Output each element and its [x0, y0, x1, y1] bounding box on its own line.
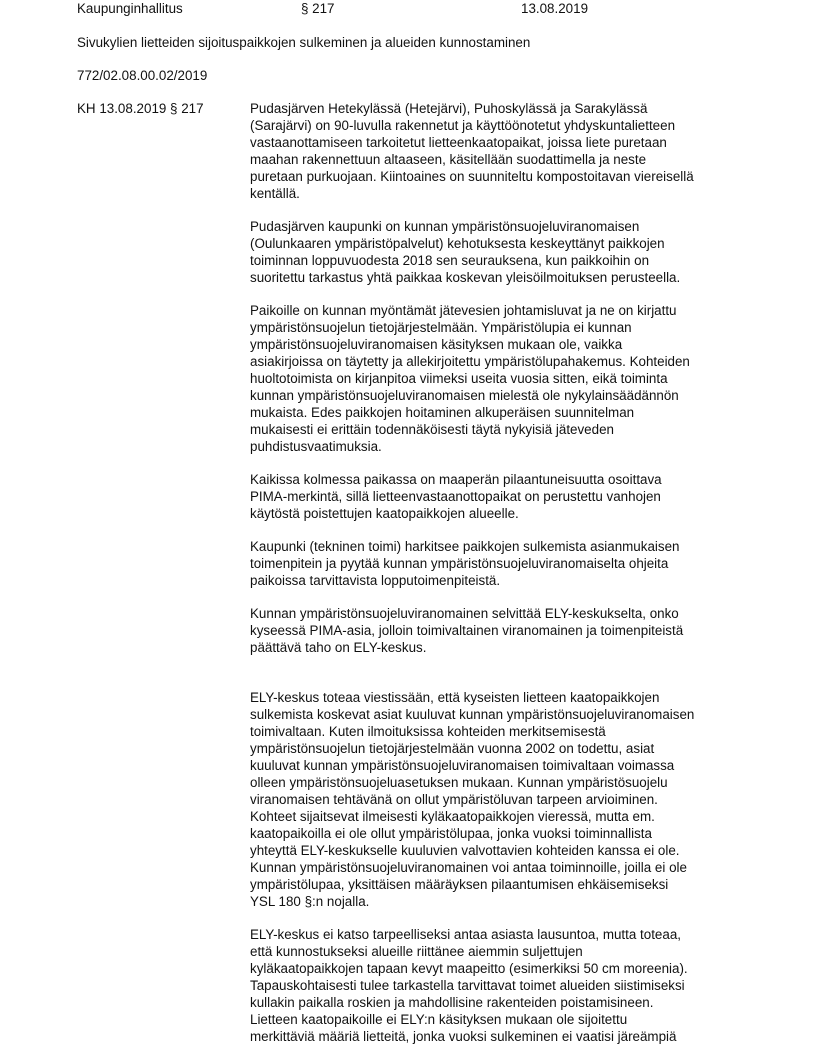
- decision-body: Kaupunginhallitus: [77, 1, 183, 16]
- document-header: [77, 0, 777, 18]
- body-paragraph: ELY-keskus toteaa viestissään, että kyseisten lietteen kaatopaikkojen sulkemista koskevat asiat kuuluvat kunnan ympäristönsuojeluviranomaisen toimivaltaan. Kuten ilmoituksissa kohteiden merkitsemisestä ympäristönsuojelun tietojärjestelmään vuonna 2002 on todettu, asiat kuuluvat kunnan ympäristönsuojeluviranomaisen toimivaltaan voimassa olleen ympäristönsuojeluasetuksen mukaan. Kunnan ympäristösuojelu viranomaisen tehtävänä on ollut ympäristöluvan tarpeen arvioiminen. Kohteet sijaitsevat ilmeisesti kyläkaatopaikkojen vieressä, mutta em. kaatopaikoilla ei ole ollut ympäristölupaa, jonka vuoksi toiminnallista yhteyttä ELY-keskukselle kuuluvien valvottavien kohteiden kanssa ei ole. Kunnan ympäristönsuojeluviranomainen voi antaa toiminnoille, joilla ei ole ympäristölupaa, yksittäisen määräyksen pilaantumisen ehkäisemiseksi YSL 180 §:n nojalla.: [250, 690, 695, 909]
- body-paragraph: Pudasjärven Hetekylässä (Hetejärvi), Puhoskylässä ja Sarakylässä (Sarajärvi) on 90-luvulla rakennetut ja käyttöönotetut yhdyskuntalietteen vastaanottamiseen tarkoitetut lietteenkaatopaikat, joissa liete puretaan maahan rakennettuun altaaseen, käsitellään suodattimella ja neste puretaan purkuojaan. Kiintoaines on suunniteltu kompostoitavan viereisellä kentällä.: [250, 101, 694, 201]
- body-paragraph: Kaupunki (tekninen toimi) harkitsee paikkojen sulkemista asianmukaisen toimenpitein ja pyytää kunnan ympäristönsuojeluviranomaiselta ohjeita paikoissa tarvittavista lopputoimenpiteistä.: [250, 539, 680, 588]
- meeting-reference: KH 13.08.2019 § 217: [77, 101, 204, 116]
- body-paragraph: Paikoille on kunnan myöntämät jätevesien johtamisluvat ja ne on kirjattu ympäristönsuojelun tietojärjestelmään. Ympäristölupia ei kunnan ympäristönsuojeluviranomaisen käsityksen mukaan ole, vaikka asiakirjoissa on täytetty ja allekirjoitettu ympäristölupahakemus. Kohteiden huoltotoimista on kirjanpitoa viimeksi useita vuosia sitten, eikä toiminta kunnan ympäristönsuojeluviranomaisen mielestä ole nykylainsäädännön mukaista. Edes paikkojen hoitaminen alkuperäisen suunnitelman mukaisesti ei erittäin todennäköisesti täytä nykyisiä jäteveden puhdistusvaatimuksia.: [250, 303, 690, 454]
- meeting-date: 13.08.2019: [521, 1, 589, 16]
- body-paragraph: Kunnan ympäristönsuojeluviranomainen selvittää ELY-keskukselta, onko kyseessä PIMA-asia, jolloin toimivaltainen viranomainen ja toimenpiteistä päättävä taho on ELY-keskus.: [250, 606, 684, 655]
- diary-number: 772/02.08.00.02/2019: [77, 68, 208, 83]
- body-paragraph: ELY-keskus ei katso tarpeelliseksi antaa asiasta lausuntoa, mutta toteaa, että kunnostukseksi alueille riittänee aiemmin suljettujen kyläkaatopaikkojen tapaan kevyt maapeitto (esimerkiksi 50 cm moreenia). Tapauskohtaisesti tulee tarkastella tarvittavat toimet alueiden siistimiseksi kullakin paikalla roskien ja mahdollisine rakenteiden poistamisineen. Lietteen kaatopaikoille ei ELY:n käsityksen mukaan ole sijoitettu merkittäviä määriä lietteitä, jonka vuoksi sulkeminen ei vaatisi järeämpiä: [250, 927, 688, 1044]
- section-number: § 217: [301, 1, 335, 16]
- document-subject: Sivukylien lietteiden sijoituspaikkojen sulkeminen ja alueiden kunnostaminen: [77, 35, 531, 50]
- body-paragraph: Kaikissa kolmessa paikassa on maaperän pilaantuneisuutta osoittava PIMA-merkintä, sillä lietteenvastaanottopaikat on perustettu vanhojen käytöstä poistettujen kaatopaikkojen alueelle.: [250, 472, 662, 521]
- document-body: [250, 100, 750, 1061]
- body-paragraph: Pudasjärven kaupunki on kunnan ympäristönsuojeluviranomaisen (Oulunkaaren ympäristöpalvelut) kehotuksesta keskeyttänyt paikkojen toiminnan loppuvuodesta 2018 sen seurauksena, kun paikkoihin on suoritettu tarkastus yhtä paikkaa koskevan yleisöilmoituksen perusteella.: [250, 219, 681, 285]
